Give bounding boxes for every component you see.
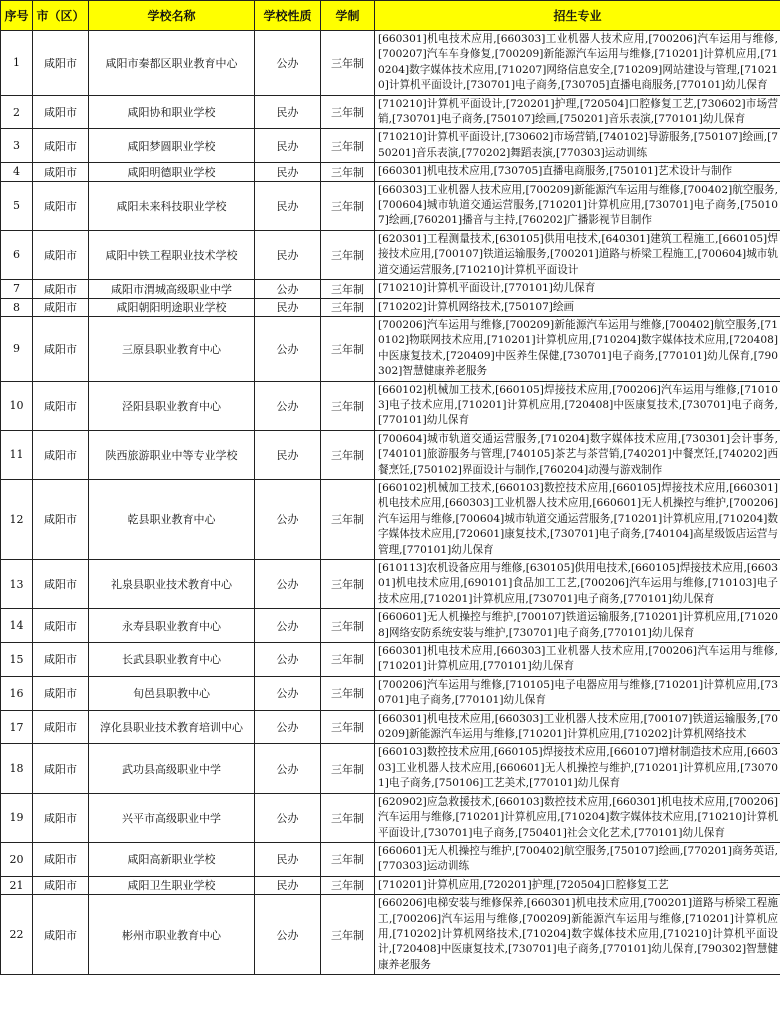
cell-system: 三年制: [321, 280, 375, 298]
cell-system: 三年制: [321, 181, 375, 230]
table-row: [1, 560, 780, 609]
cell-system: 三年制: [321, 163, 375, 181]
table-row: [1, 744, 780, 793]
cell-school: 咸阳朝阳明途职业学校: [89, 298, 255, 316]
cell-school: 武功县高级职业中学: [89, 744, 255, 793]
cell-school: 泾阳县职业教育中心: [89, 381, 255, 430]
cell-school: 淳化县职业技术教育培训中心: [89, 710, 255, 744]
cell-school: 咸阳中铁工程职业技术学校: [89, 230, 255, 279]
cell-seq: 3: [1, 129, 33, 163]
cell-school: 陕西旅游职业中等专业学校: [89, 430, 255, 479]
cell-city: 咸阳市: [33, 163, 89, 181]
cell-nature: 公办: [255, 31, 321, 96]
cell-majors: [660102]机械加工技术,[660103]数控技术应用,[660105]焊接技术应用,[660301]机电技术应用,[660303]工业机器人技术应用,[660601]无人机操控与维护,[700206]汽车运用与维修,[700604]城市轨道交通运营服务,[710201]计算机应用,[710204]数字媒体技术应用,[720601]康复技术,[730701]电子商务,[740104]高星级饭店运营与管理,[770101]幼儿保育: [375, 479, 780, 559]
cell-school: 咸阳梦圆职业学校: [89, 129, 255, 163]
cell-city: 咸阳市: [33, 842, 89, 876]
table-row: [1, 842, 780, 876]
cell-school: 彬州市职业教育中心: [89, 895, 255, 975]
cell-system: 三年制: [321, 298, 375, 316]
cell-nature: 公办: [255, 609, 321, 643]
cell-system: 三年制: [321, 560, 375, 609]
cell-majors: [660301]机电技术应用,[660303]工业机器人技术应用,[700206]汽车运用与维修,[700207]汽车车身修复,[700209]新能源汽车运用与维修,[710201]计算机应用,[710204]数字媒体技术应用,[710207]网络信息安全,[710209]网站建设与管理,[710210]计算机平面设计,[730701]电子商务,[730705]直播电商服务,[770101]幼儿保育: [375, 31, 780, 96]
cell-system: 三年制: [321, 316, 375, 381]
cell-city: 咸阳市: [33, 895, 89, 975]
cell-city: 咸阳市: [33, 31, 89, 96]
cell-city: 咸阳市: [33, 280, 89, 298]
cell-seq: 22: [1, 895, 33, 975]
cell-city: 咸阳市: [33, 609, 89, 643]
cell-system: 三年制: [321, 895, 375, 975]
cell-nature: 公办: [255, 744, 321, 793]
cell-seq: 16: [1, 676, 33, 710]
cell-school: 咸阳市秦都区职业教育中心: [89, 31, 255, 96]
cell-nature: 公办: [255, 676, 321, 710]
cell-school: 咸阳协和职业学校: [89, 95, 255, 129]
cell-seq: 15: [1, 643, 33, 677]
cell-school: 礼泉县职业技术教育中心: [89, 560, 255, 609]
cell-majors: [620301]工程测量技术,[630105]供用电技术,[640301]建筑工程施工,[660105]焊接技术应用,[700107]铁道运输服务,[700201]道路与桥梁工程施工,[700604]城市轨道交通运营服务,[710210]计算机平面设计: [375, 230, 780, 279]
cell-city: 咸阳市: [33, 560, 89, 609]
cell-seq: 8: [1, 298, 33, 316]
cell-school: 咸阳高新职业学校: [89, 842, 255, 876]
header-city: 市（区）: [33, 1, 89, 31]
cell-city: 咸阳市: [33, 676, 89, 710]
cell-system: 三年制: [321, 793, 375, 842]
cell-seq: 1: [1, 31, 33, 96]
cell-city: 咸阳市: [33, 744, 89, 793]
cell-seq: 17: [1, 710, 33, 744]
cell-seq: 10: [1, 381, 33, 430]
cell-majors: [660206]电梯安装与维修保养,[660301]机电技术应用,[700201]道路与桥梁工程施工,[700206]汽车运用与维修,[700209]新能源汽车运用与维修,[710201]计算机应用,[710202]计算机网络技术,[710204]数字媒体技术应用,[710210]计算机平面设计,[720408]中医康复技术,[730701]电子商务,[770101]幼儿保育,[790302]智慧健康养老服务: [375, 895, 780, 975]
cell-seq: 20: [1, 842, 33, 876]
table-row: [1, 31, 780, 96]
cell-majors: [710210]计算机平面设计,[770101]幼儿保育: [375, 280, 780, 298]
cell-system: 三年制: [321, 31, 375, 96]
cell-seq: 11: [1, 430, 33, 479]
table-row: [1, 609, 780, 643]
cell-nature: 民办: [255, 230, 321, 279]
header-system: 学制: [321, 1, 375, 31]
cell-majors: [700206]汽车运用与维修,[700209]新能源汽车运用与维修,[700402]航空服务,[710102]物联网技术应用,[710201]计算机应用,[710204]数字媒体技术应用,[720408]中医康复技术,[720409]中医养生保健,[730701]电子商务,[770101]幼儿保育,[790302]智慧健康养老服务: [375, 316, 780, 381]
cell-school: 三原县职业教育中心: [89, 316, 255, 381]
cell-nature: 民办: [255, 129, 321, 163]
cell-system: 三年制: [321, 129, 375, 163]
cell-nature: 公办: [255, 710, 321, 744]
header-school: 学校名称: [89, 1, 255, 31]
cell-city: 咸阳市: [33, 181, 89, 230]
cell-system: 三年制: [321, 381, 375, 430]
cell-seq: 14: [1, 609, 33, 643]
table-row: [1, 163, 780, 181]
cell-majors: [660601]无人机操控与维护,[700107]铁道运输服务,[710201]计算机应用,[710208]网络安防系统安装与维护,[730701]电子商务,[770101]幼儿保育: [375, 609, 780, 643]
cell-school: 永寿县职业教育中心: [89, 609, 255, 643]
table-row: [1, 793, 780, 842]
cell-seq: 4: [1, 163, 33, 181]
cell-nature: 公办: [255, 316, 321, 381]
cell-school: 咸阳卫生职业学校: [89, 876, 255, 894]
cell-nature: 公办: [255, 280, 321, 298]
cell-city: 咸阳市: [33, 316, 89, 381]
cell-system: 三年制: [321, 710, 375, 744]
header-majors: 招生专业: [375, 1, 780, 31]
cell-system: 三年制: [321, 230, 375, 279]
table-row: [1, 381, 780, 430]
cell-school: 咸阳未来科技职业学校: [89, 181, 255, 230]
cell-seq: 18: [1, 744, 33, 793]
header-row: [1, 1, 780, 31]
header-nature: 学校性质: [255, 1, 321, 31]
cell-nature: 民办: [255, 163, 321, 181]
cell-majors: [660102]机械加工技术,[660105]焊接技术应用,[700206]汽车运用与维修,[710103]电子技术应用,[710201]计算机应用,[720408]中医康复技术,[730701]电子商务,[770101]幼儿保育: [375, 381, 780, 430]
cell-majors: [710210]计算机平面设计,[730602]市场营销,[740102]导游服务,[750107]绘画,[750201]音乐表演,[770202]舞蹈表演,[770303]运动训练: [375, 129, 780, 163]
cell-city: 咸阳市: [33, 643, 89, 677]
cell-city: 咸阳市: [33, 381, 89, 430]
cell-system: 三年制: [321, 95, 375, 129]
cell-nature: 民办: [255, 430, 321, 479]
cell-majors: [610113]农机设备应用与维修,[630105]供用电技术,[660105]焊接技术应用,[660301]机电技术应用,[690101]食品加工工艺,[700206]汽车运用与维修,[710103]电子技术应用,[710201]计算机应用,[730701]电子商务,[770101]幼儿保育: [375, 560, 780, 609]
table-row: [1, 676, 780, 710]
cell-city: 咸阳市: [33, 430, 89, 479]
table-row: [1, 181, 780, 230]
cell-nature: 民办: [255, 181, 321, 230]
cell-majors: [660301]机电技术应用,[660303]工业机器人技术应用,[700206]汽车运用与维修,[710201]计算机应用,[770101]幼儿保育: [375, 643, 780, 677]
cell-seq: 2: [1, 95, 33, 129]
cell-school: 咸阳市渭城高级职业中学: [89, 280, 255, 298]
cell-city: 咸阳市: [33, 129, 89, 163]
table-row: [1, 479, 780, 559]
cell-nature: 公办: [255, 479, 321, 559]
cell-majors: [700206]汽车运用与维修,[710105]电子电器应用与维修,[710201]计算机应用,[730701]电子商务,[770101]幼儿保育: [375, 676, 780, 710]
cell-nature: 民办: [255, 298, 321, 316]
cell-city: 咸阳市: [33, 230, 89, 279]
cell-nature: 公办: [255, 793, 321, 842]
cell-nature: 公办: [255, 643, 321, 677]
table-row: [1, 280, 780, 298]
table-row: [1, 876, 780, 894]
cell-majors: [620902]应急救援技术,[660103]数控技术应用,[660301]机电技术应用,[700206]汽车运用与维修,[710201]计算机应用,[710204]数字媒体技术应用,[710210]计算机平面设计,[730701]电子商务,[750401]社会文化艺术,[770101]幼儿保育: [375, 793, 780, 842]
cell-seq: 6: [1, 230, 33, 279]
cell-system: 三年制: [321, 643, 375, 677]
cell-seq: 5: [1, 181, 33, 230]
table-row: [1, 643, 780, 677]
table-row: [1, 895, 780, 975]
table-row: [1, 316, 780, 381]
cell-majors: [660301]机电技术应用,[730705]直播电商服务,[750101]艺术设计与制作: [375, 163, 780, 181]
cell-majors: [710201]计算机应用,[720201]护理,[720504]口腔修复工艺: [375, 876, 780, 894]
cell-majors: [660303]工业机器人技术应用,[700209]新能源汽车运用与维修,[700402]航空服务,[700604]城市轨道交通运营服务,[710201]计算机应用,[730701]电子商务,[750107]绘画,[760201]播音与主持,[760202]广播影视节目制作: [375, 181, 780, 230]
cell-majors: [710202]计算机网络技术,[750107]绘画: [375, 298, 780, 316]
table-row: [1, 230, 780, 279]
cell-seq: 9: [1, 316, 33, 381]
cell-system: 三年制: [321, 609, 375, 643]
header-seq: 序号: [1, 1, 33, 31]
cell-system: 三年制: [321, 430, 375, 479]
cell-seq: 13: [1, 560, 33, 609]
cell-nature: 民办: [255, 876, 321, 894]
cell-majors: [710210]计算机平面设计,[720201]护理,[720504]口腔修复工艺,[730602]市场营销,[730701]电子商务,[750107]绘画,[750201]音乐表演,[770101]幼儿保育: [375, 95, 780, 129]
cell-city: 咸阳市: [33, 479, 89, 559]
table-row: [1, 710, 780, 744]
cell-majors: [660103]数控技术应用,[660105]焊接技术应用,[660107]增材制造技术应用,[660303]工业机器人技术应用,[660601]无人机操控与维护,[710201]计算机应用,[730701]电子商务,[750106]工艺美术,[770101]幼儿保育: [375, 744, 780, 793]
cell-system: 三年制: [321, 744, 375, 793]
cell-city: 咸阳市: [33, 793, 89, 842]
cell-majors: [700604]城市轨道交通运营服务,[710204]数字媒体技术应用,[730301]会计事务,[740101]旅游服务与管理,[740105]茶艺与茶营销,[740201]中餐烹饪,[740202]西餐烹饪,[750102]界面设计与制作,[760204]动漫与游戏制作: [375, 430, 780, 479]
cell-seq: 12: [1, 479, 33, 559]
cell-school: 旬邑县职教中心: [89, 676, 255, 710]
cell-nature: 民办: [255, 95, 321, 129]
cell-city: 咸阳市: [33, 876, 89, 894]
cell-nature: 公办: [255, 381, 321, 430]
cell-seq: 19: [1, 793, 33, 842]
table-row: [1, 430, 780, 479]
table-row: [1, 129, 780, 163]
cell-school: 咸阳明德职业学校: [89, 163, 255, 181]
cell-seq: 21: [1, 876, 33, 894]
cell-school: 兴平市高级职业中学: [89, 793, 255, 842]
cell-city: 咸阳市: [33, 710, 89, 744]
cell-nature: 公办: [255, 560, 321, 609]
cell-majors: [660301]机电技术应用,[660303]工业机器人技术应用,[700107]铁道运输服务,[700209]新能源汽车运用与维修,[710201]计算机应用,[710202]计算机网络技术: [375, 710, 780, 744]
table-row: [1, 298, 780, 316]
cell-majors: [660601]无人机操控与维护,[700402]航空服务,[750107]绘画,[770201]商务英语,[770303]运动训练: [375, 842, 780, 876]
cell-system: 三年制: [321, 676, 375, 710]
cell-nature: 公办: [255, 895, 321, 975]
cell-city: 咸阳市: [33, 95, 89, 129]
cell-system: 三年制: [321, 842, 375, 876]
cell-system: 三年制: [321, 479, 375, 559]
table-row: [1, 95, 780, 129]
cell-school: 乾县职业教育中心: [89, 479, 255, 559]
cell-city: 咸阳市: [33, 298, 89, 316]
cell-nature: 民办: [255, 842, 321, 876]
cell-seq: 7: [1, 280, 33, 298]
cell-system: 三年制: [321, 876, 375, 894]
cell-school: 长武县职业教育中心: [89, 643, 255, 677]
